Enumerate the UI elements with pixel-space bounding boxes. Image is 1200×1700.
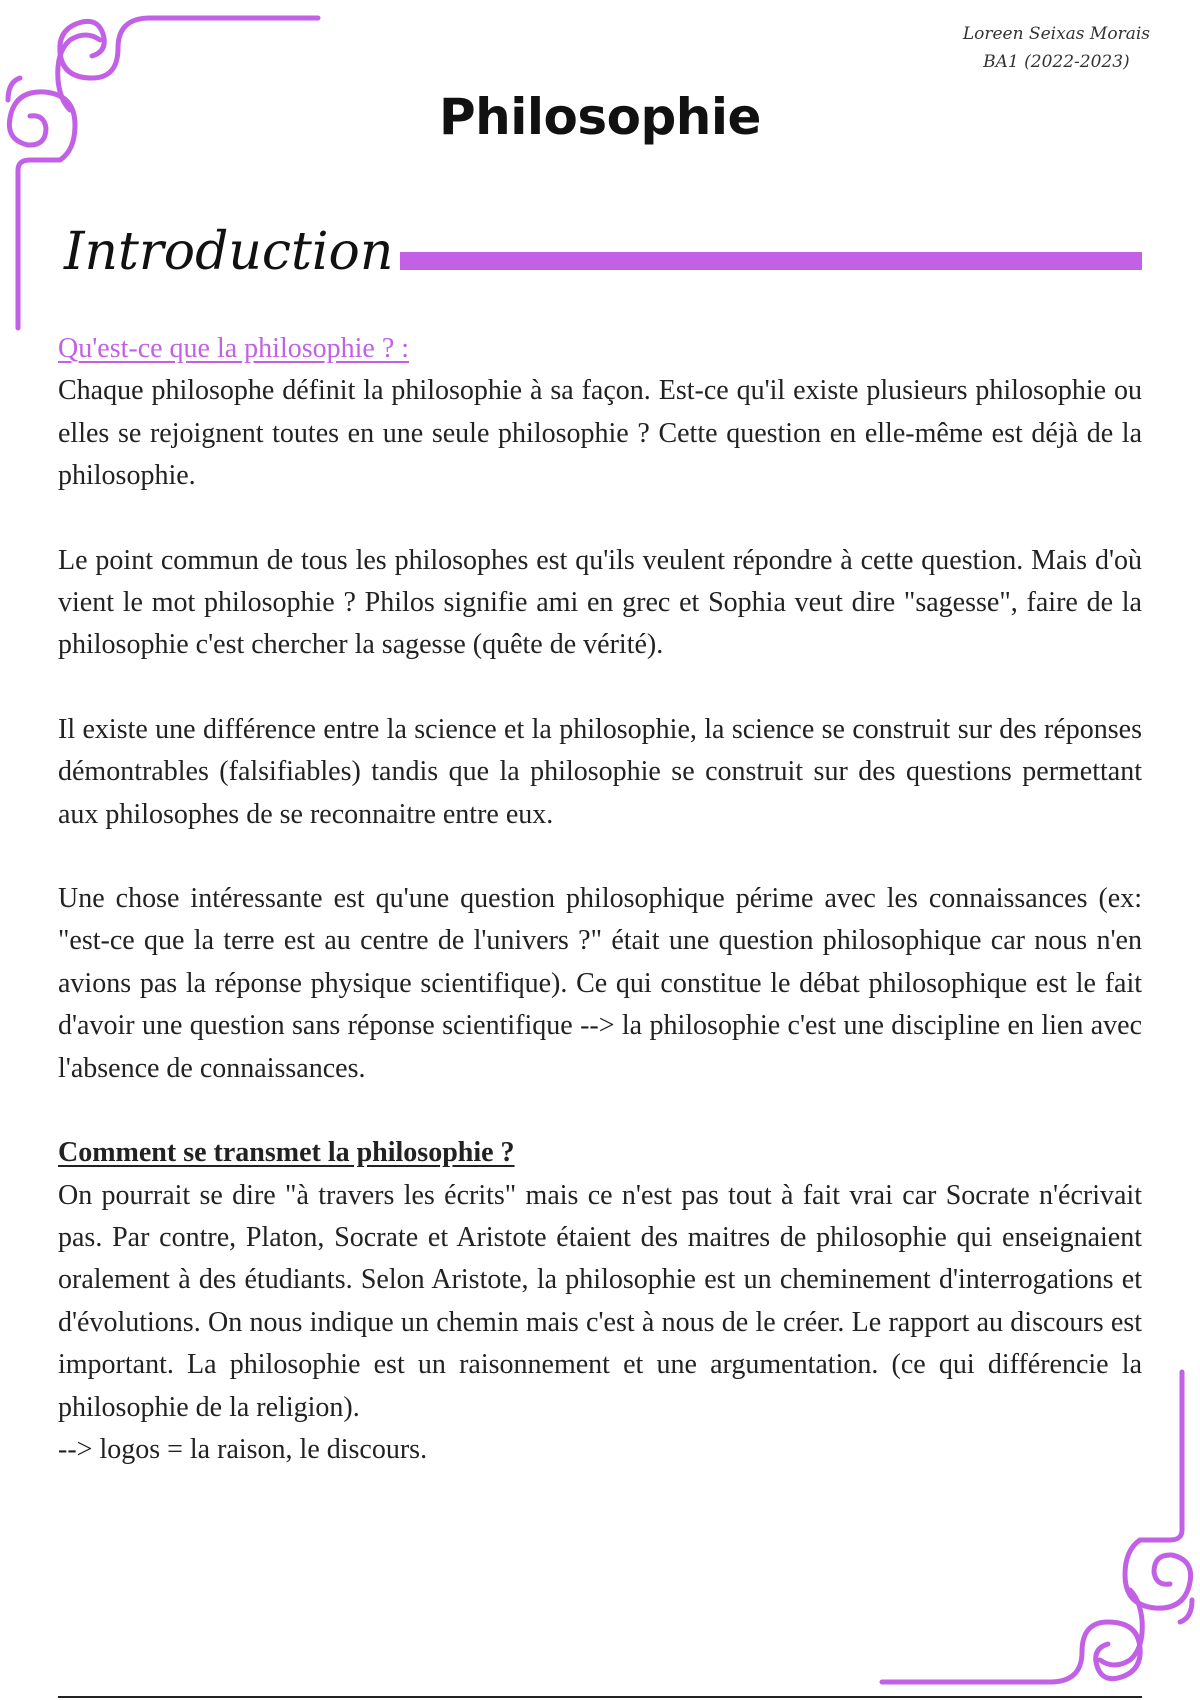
page-title: Philosophie xyxy=(439,88,761,146)
corner-swirl-ornament-top-left xyxy=(0,0,330,340)
paragraph-spacer xyxy=(58,1090,1142,1132)
author-name: Loreen Seixas Morais xyxy=(962,24,1150,44)
paragraph-5: On pourrait se dire "à travers les écrits" mais ce n'est pas tout à fait vrai car Socrate n'écrivait pas. Par contre, Platon, Socrate et Aristote étaient des maitres de philosophie qui enseignaient oralement à des étudiants. Selon Aristote, la philosophie est un cheminement d'interrogations et d'évolutions. On nous indique un chemin mais c'est à nous de le créer. Le rapport au discours est important. La philosophie est un raisonnement et une argumentation. (ce qui différencie la philosophie de la religion). xyxy=(58,1179,1142,1423)
course-label: BA1 (2022-2023) xyxy=(983,52,1130,72)
paragraph-3: Il existe une différence entre la science et la philosophie, la science se construit sur des réponses démontrables (falsifiables) tandis que la philosophie se construit sur des questions permettant aux philosophes de se reconnaitre entre eux. xyxy=(58,713,1142,830)
section-divider-bar xyxy=(400,252,1142,270)
subheading-transmission: Comment se transmet la philosophie ? xyxy=(58,1137,515,1169)
paragraph-6: --> logos = la raison, le discours. xyxy=(58,1433,428,1465)
section-heading: Introduction xyxy=(64,222,394,282)
document-body xyxy=(58,328,1142,1471)
author-block xyxy=(963,20,1150,76)
bottom-divider-line xyxy=(58,1696,1142,1698)
paragraph-2: Le point commun de tous les philosophes est qu'ils veulent répondre à cette question. Mais d'où vient le mot philosophie ? Philos signifie ami en grec et Sophia veut dire "sagesse", faire de la philosophie c'est chercher la sagesse (quête de vérité). xyxy=(58,544,1142,661)
paragraph-spacer xyxy=(58,836,1142,878)
paragraph-4: Une chose intéressante est qu'une question philosophique périme avec les connaissances (ex: "est-ce que la terre est au centre de l'univers ?" était une question philosophique car nous n'en avions pas la réponse physique scientifique). Ce qui constitue le débat philosophique est le fait d'avoir une question sans réponse scientifique --> la philosophie c'est une discipline en lien avec l'absence de connaissances. xyxy=(58,883,1142,1084)
paragraph-spacer xyxy=(58,498,1142,540)
subheading-what-is-philosophy: Qu'est-ce que la philosophie ? : xyxy=(58,333,410,364)
paragraph-spacer xyxy=(58,667,1142,709)
paragraph-1: Chaque philosophe définit la philosophie à sa façon. Est-ce qu'il existe plusieurs philosophie ou elles se rejoignent toutes en une seule philosophie ? Cette question en elle-même est déjà de la philosophie. xyxy=(58,375,1142,492)
